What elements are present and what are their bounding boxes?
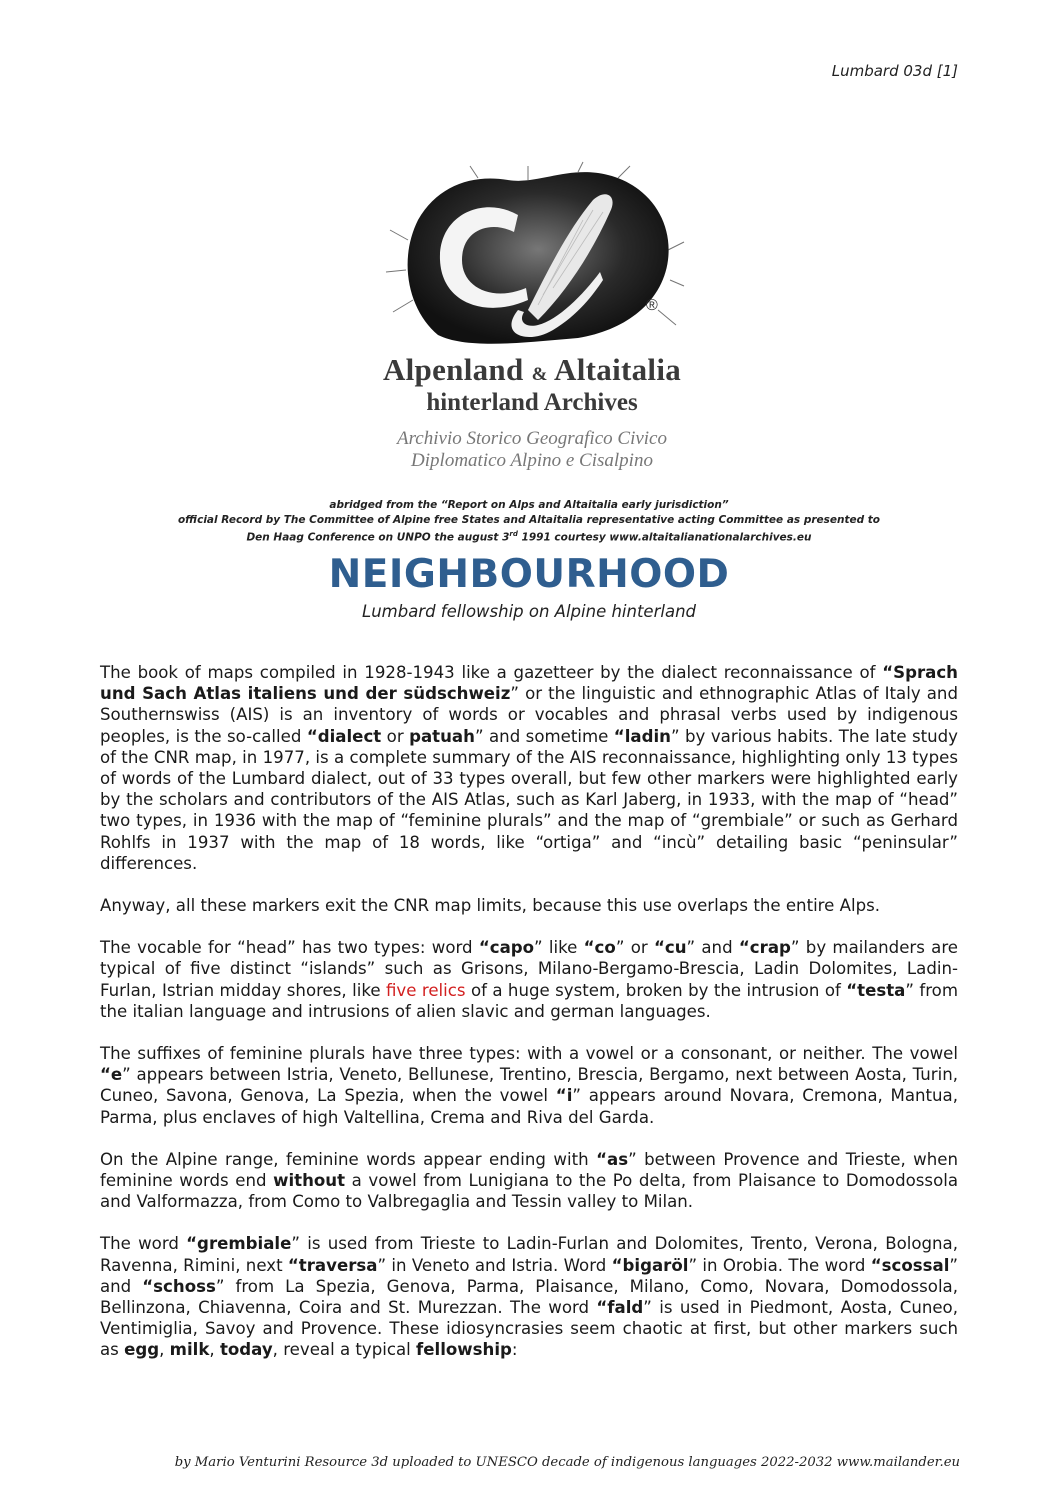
page-subtitle: Lumbard fellowship on Alpine hinterland bbox=[362, 602, 696, 621]
credits-line-2: official Record by The Committee of Alpine free States and Altaitalia representative acting Committee as presented to bbox=[177, 513, 881, 526]
paragraph-1: The book of maps compiled in 1928-1943 like a gazetteer by the dialect reconnaissance of “Sprach und Sach Atlas italiens und der südschweiz” or the linguistic and ethnographic Atlas of Italy and Southernswiss (AIS) is an inventory of words or vocables and phrasal verbs used by indigenous peoples, is the so-called “dialect or patuah” and sometime “ladin” by various habits. The late study of the CNR map, in 1977, is a complete summary of the AIS reconnaissance, highlighting only 13 types of words of the Lumbard dialect, out of 33 types overall, but few other markers were highlighted early by the scholars and contributors of the AIS Atlas, such as Karl Jaberg, in 1933, with the map of “head” two types, in 1936 with the map of “feminine plurals” and the map of “grembiale” or such as Gerhard Rohlfs in 1937 with the map of 18 words, like “ortiga” and “incù” detailing basic “peninsular” differences. bbox=[100, 663, 959, 873]
source-credits bbox=[100, 498, 958, 545]
article-body bbox=[100, 662, 958, 1382]
logo-title-line2: hinterland Archives bbox=[426, 389, 638, 416]
page-footer: by Mario Venturini Resource 3d uploaded to UNESCO decade of indigenous languages 2022-2032 www.mailander.eu bbox=[174, 1455, 960, 1470]
logo-subtitle-1: Archivio Storico Geografico Civico bbox=[397, 428, 667, 449]
paragraph-4: The suffixes of feminine plurals have three types: with a vowel or a consonant, or neither. The vowel “e” appears between Istria, Veneto, Bellunese, Trentino, Brescia, Bergamo, next between Aosta, Turin, Cuneo, Savona, Genova, La Spezia, when the vowel “i” appears around Novara, Cremona, Mantua, Parma, plus enclaves of high Valtellina, Crema and Riva del Garda. bbox=[100, 1044, 959, 1127]
paragraph-6: The word “grembiale” is used from Trieste to Ladin-Furlan and Dolomites, Trento, Verona, Bologna, Ravenna, Rimini, next “traversa” in Veneto and Istria. Word “bigaröl” in Orobia. The word “scossal” and “schoss” from La Spezia, Genova, Parma, Plaisance, Milano, Como, Novara, Domodossola, Bellinzona, Chiavenna, Coira and St. Murezzan. The word “fald” is used in Piedmont, Aosta, Cuneo, Ventimiglia, Savoy and Provence. These idiosyncrasies seem chaotic at first, but other markers such as egg, milk, today, reveal a typical fellowship: bbox=[100, 1234, 958, 1360]
registered-mark: ® bbox=[646, 297, 658, 314]
highlight-five-relics: five relics bbox=[385, 980, 466, 1000]
paragraph-3: The vocable for “head” has two types: word “capo” like “co” or “cu” and “crap” by mailanders are typical of five distinct “islands” such as Grisons, Milano-Bergamo-Brescia, Ladin Dolomites, Ladin-Furlan, Istrian midday shores, like five relics of a huge system, broken by the intrusion of “testa” from the italian language and intrusions of alien slavic and german languages. bbox=[100, 938, 958, 1021]
logo-title: Alpenland & Altaitalia bbox=[382, 352, 682, 387]
logo-emblem-icon bbox=[378, 160, 686, 350]
page-reference: Lumbard 03d [1] bbox=[831, 62, 958, 80]
credits-line-1: abridged from the “Report on Alps and Altaitalia early jurisdiction” bbox=[329, 499, 729, 511]
page-title: NEIGHBOURHOOD bbox=[328, 552, 730, 597]
logo-subtitle-2: Diplomatico Alpino e Cisalpino bbox=[411, 450, 653, 471]
paragraph-5: On the Alpine range, feminine words appear ending with “as” between Provence and Trieste, when feminine words end without a vowel from Lunigiana to the Po delta, from Plaisance to Domodossola and Valformazza, from Como to Valbregaglia and Tessin valley to Milan. bbox=[100, 1149, 959, 1212]
archive-logo bbox=[378, 160, 686, 480]
paragraph-2: Anyway, all these markers exit the CNR map limits, because this use overlaps the entire Alps. bbox=[100, 896, 881, 916]
credits-line-3: Den Haag Conference on UNPO the august 3rd 1991 courtesy www.altaitalianationalarchives.eu bbox=[246, 530, 812, 544]
